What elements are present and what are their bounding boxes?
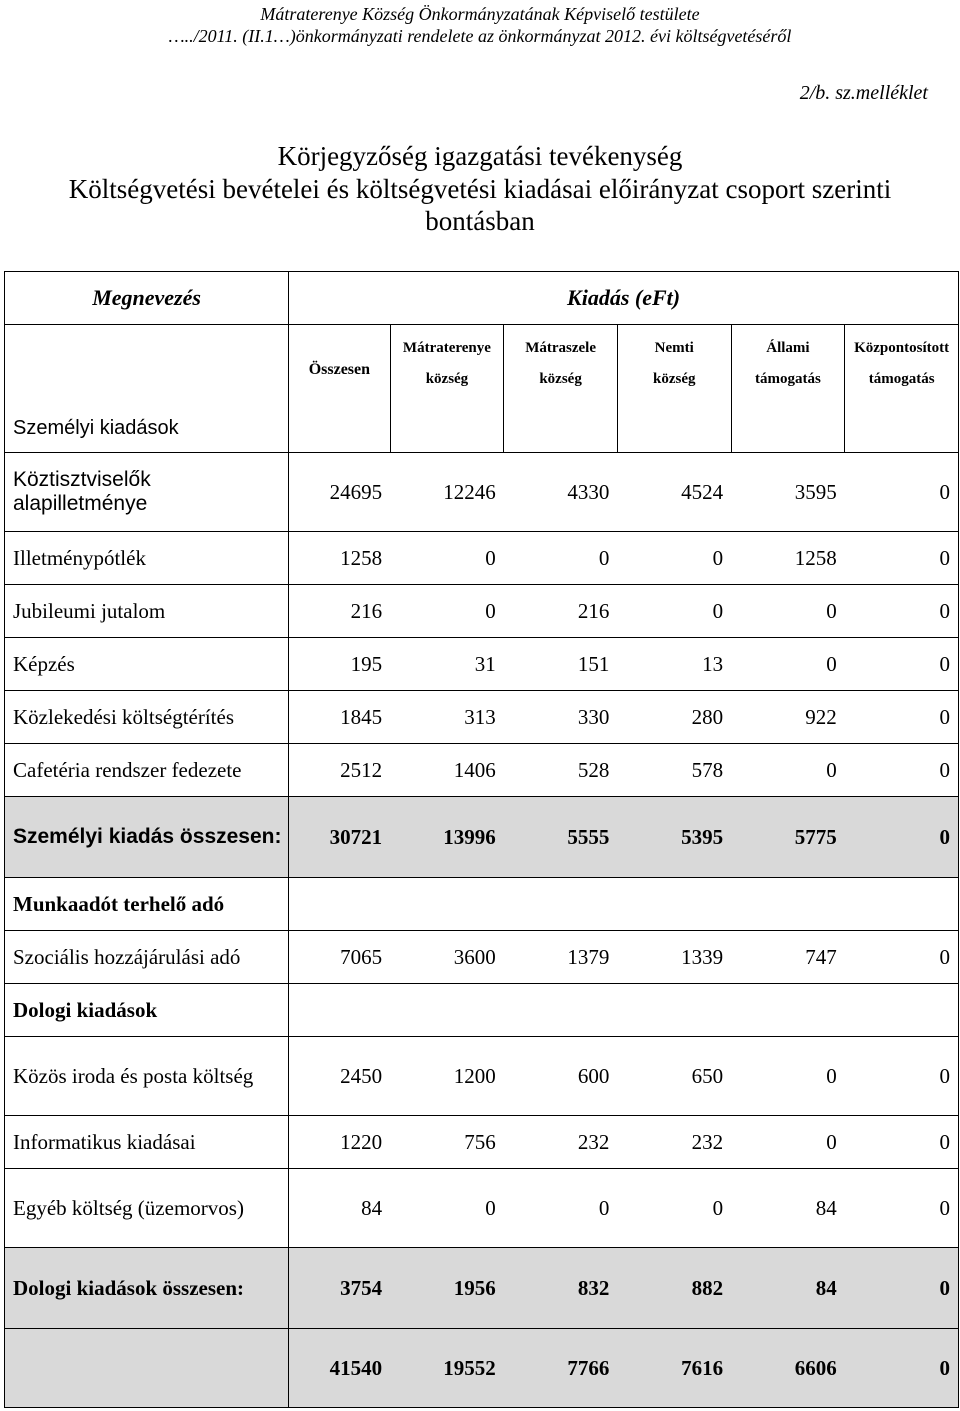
table-row [5, 638, 959, 691]
value-cell: 5555 [504, 797, 618, 878]
value-cell: 216 [289, 585, 390, 638]
value-cell: 4330 [504, 453, 618, 532]
value-cell: 578 [617, 744, 731, 797]
value-cell: 2450 [289, 1037, 390, 1116]
table-row [5, 1037, 959, 1116]
value-cell: 0 [731, 585, 845, 638]
title-line-3: bontásban [425, 206, 535, 236]
row-name: Személyi kiadás összesen: [5, 797, 289, 878]
value-cell: 1258 [289, 532, 390, 585]
value-cell: 1220 [289, 1116, 390, 1169]
value-cell: 280 [617, 691, 731, 744]
value-cell: 24695 [289, 453, 390, 532]
table-row [5, 744, 959, 797]
title-line-2: Költségvetési bevételei és költségvetési kiadásai előirányzat csoport szerinti [68, 174, 892, 204]
head-name: Megnevezés [5, 272, 289, 325]
value-cell: 12246 [390, 453, 504, 532]
value-cell: 232 [504, 1116, 618, 1169]
value-cell: 0 [731, 1116, 845, 1169]
value-cell: 1956 [390, 1248, 504, 1329]
value-cell: 13996 [390, 797, 504, 878]
row-name: Munkaadót terhelő adó [5, 878, 289, 931]
col-header-1: Mátraterenye község [390, 325, 504, 453]
value-cell: 0 [845, 585, 959, 638]
value-cell: 7616 [617, 1329, 731, 1408]
row-name: Dologi kiadások összesen: [5, 1248, 289, 1329]
value-cell: 216 [504, 585, 618, 638]
value-cell: 31 [390, 638, 504, 691]
table-row [5, 453, 959, 532]
row-name: Köztisztviselők alapilletménye [5, 453, 289, 532]
head-expense: Kiadás (eFt) [289, 272, 959, 325]
col-header-4: Állami támogatás [731, 325, 845, 453]
value-cell: 5395 [617, 797, 731, 878]
table-row [5, 1116, 959, 1169]
table-row [5, 1248, 959, 1329]
value-cell: 84 [289, 1169, 390, 1248]
value-cell: 0 [845, 1248, 959, 1329]
value-cell: 84 [731, 1169, 845, 1248]
value-cell: 0 [390, 1169, 504, 1248]
col-header-2: Mátraszele község [504, 325, 618, 453]
section-label: Személyi kiadások [5, 325, 289, 453]
value-cell: 832 [504, 1248, 618, 1329]
value-cell: 232 [617, 1116, 731, 1169]
value-cell: 0 [390, 585, 504, 638]
row-name: Szociális hozzájárulási adó [5, 931, 289, 984]
value-cell: 5775 [731, 797, 845, 878]
row-name: Dologi kiadások [5, 984, 289, 1037]
col-header-5: Központosított támogatás [845, 325, 959, 453]
table-row [5, 1169, 959, 1248]
value-cell: 0 [845, 532, 959, 585]
row-name: Közlekedési költségtérítés [5, 691, 289, 744]
row-name: Egyéb költség (üzemorvos) [5, 1169, 289, 1248]
value-cell: 13 [617, 638, 731, 691]
value-cell: 7065 [289, 931, 390, 984]
value-cell: 3754 [289, 1248, 390, 1329]
row-name: Közös iroda és posta költség [5, 1037, 289, 1116]
value-cell: 0 [845, 1116, 959, 1169]
header-line-2: …../2011. (II.1…)önkormányzati rendelete az önkormányzat 2012. évi költségvetéséről [168, 26, 792, 46]
value-cell: 0 [617, 585, 731, 638]
value-cell: 313 [390, 691, 504, 744]
value-cell: 84 [731, 1248, 845, 1329]
value-cell: 528 [504, 744, 618, 797]
value-cell: 0 [504, 1169, 618, 1248]
value-cell: 0 [390, 532, 504, 585]
value-cell: 3595 [731, 453, 845, 532]
value-cell: 2512 [289, 744, 390, 797]
value-cell: 922 [731, 691, 845, 744]
value-cell: 1339 [617, 931, 731, 984]
table-row [5, 931, 959, 984]
value-cell: 1845 [289, 691, 390, 744]
value-cell: 0 [617, 532, 731, 585]
value-cell: 6606 [731, 1329, 845, 1408]
value-cell: 0 [731, 744, 845, 797]
value-cell: 0 [845, 1329, 959, 1408]
value-cell: 0 [731, 1037, 845, 1116]
value-cell: 0 [617, 1169, 731, 1248]
value-cell: 330 [504, 691, 618, 744]
value-cell: 0 [845, 931, 959, 984]
value-cell: 0 [731, 638, 845, 691]
value-cell: 3600 [390, 931, 504, 984]
value-cell: 0 [845, 691, 959, 744]
table-row [5, 797, 959, 878]
table-row [5, 984, 959, 1037]
table-row [5, 691, 959, 744]
value-cell: 7766 [504, 1329, 618, 1408]
value-cell: 0 [845, 744, 959, 797]
table-row [5, 1329, 959, 1408]
col-header-0: Összesen [289, 325, 390, 453]
table-row [5, 532, 959, 585]
value-cell: 41540 [289, 1329, 390, 1408]
value-cell: 4524 [617, 453, 731, 532]
row-name: Informatikus kiadásai [5, 1116, 289, 1169]
row-name: Illetménypótlék [5, 532, 289, 585]
value-cell: 1200 [390, 1037, 504, 1116]
row-name: Cafetéria rendszer fedezete [5, 744, 289, 797]
annex-label: 2/b. sz.melléklet [799, 82, 928, 104]
value-cell: 0 [845, 1037, 959, 1116]
value-cell: 600 [504, 1037, 618, 1116]
header-line-1: Mátraterenye Község Önkormányzatának Képviselő testülete [260, 4, 700, 24]
value-cell: 151 [504, 638, 618, 691]
value-cell: 1258 [731, 532, 845, 585]
value-cell: 30721 [289, 797, 390, 878]
value-cell: 882 [617, 1248, 731, 1329]
row-name: Jubileumi jutalom [5, 585, 289, 638]
value-cell: 650 [617, 1037, 731, 1116]
value-cell: 0 [845, 638, 959, 691]
value-cell: 0 [504, 532, 618, 585]
col-header-3: Nemti község [617, 325, 731, 453]
value-cell: 1379 [504, 931, 618, 984]
title-line-1: Körjegyzőség igazgatási tevékenység [277, 141, 683, 171]
empty-cell [289, 878, 959, 931]
table-row [5, 585, 959, 638]
value-cell: 747 [731, 931, 845, 984]
empty-cell [289, 984, 959, 1037]
table-row [5, 878, 959, 931]
value-cell: 0 [845, 453, 959, 532]
value-cell: 1406 [390, 744, 504, 797]
row-name: Képzés [5, 638, 289, 691]
value-cell: 195 [289, 638, 390, 691]
value-cell: 19552 [390, 1329, 504, 1408]
value-cell: 756 [390, 1116, 504, 1169]
budget-table [4, 271, 959, 1408]
row-name [5, 1329, 289, 1408]
value-cell: 0 [845, 797, 959, 878]
value-cell: 0 [845, 1169, 959, 1248]
